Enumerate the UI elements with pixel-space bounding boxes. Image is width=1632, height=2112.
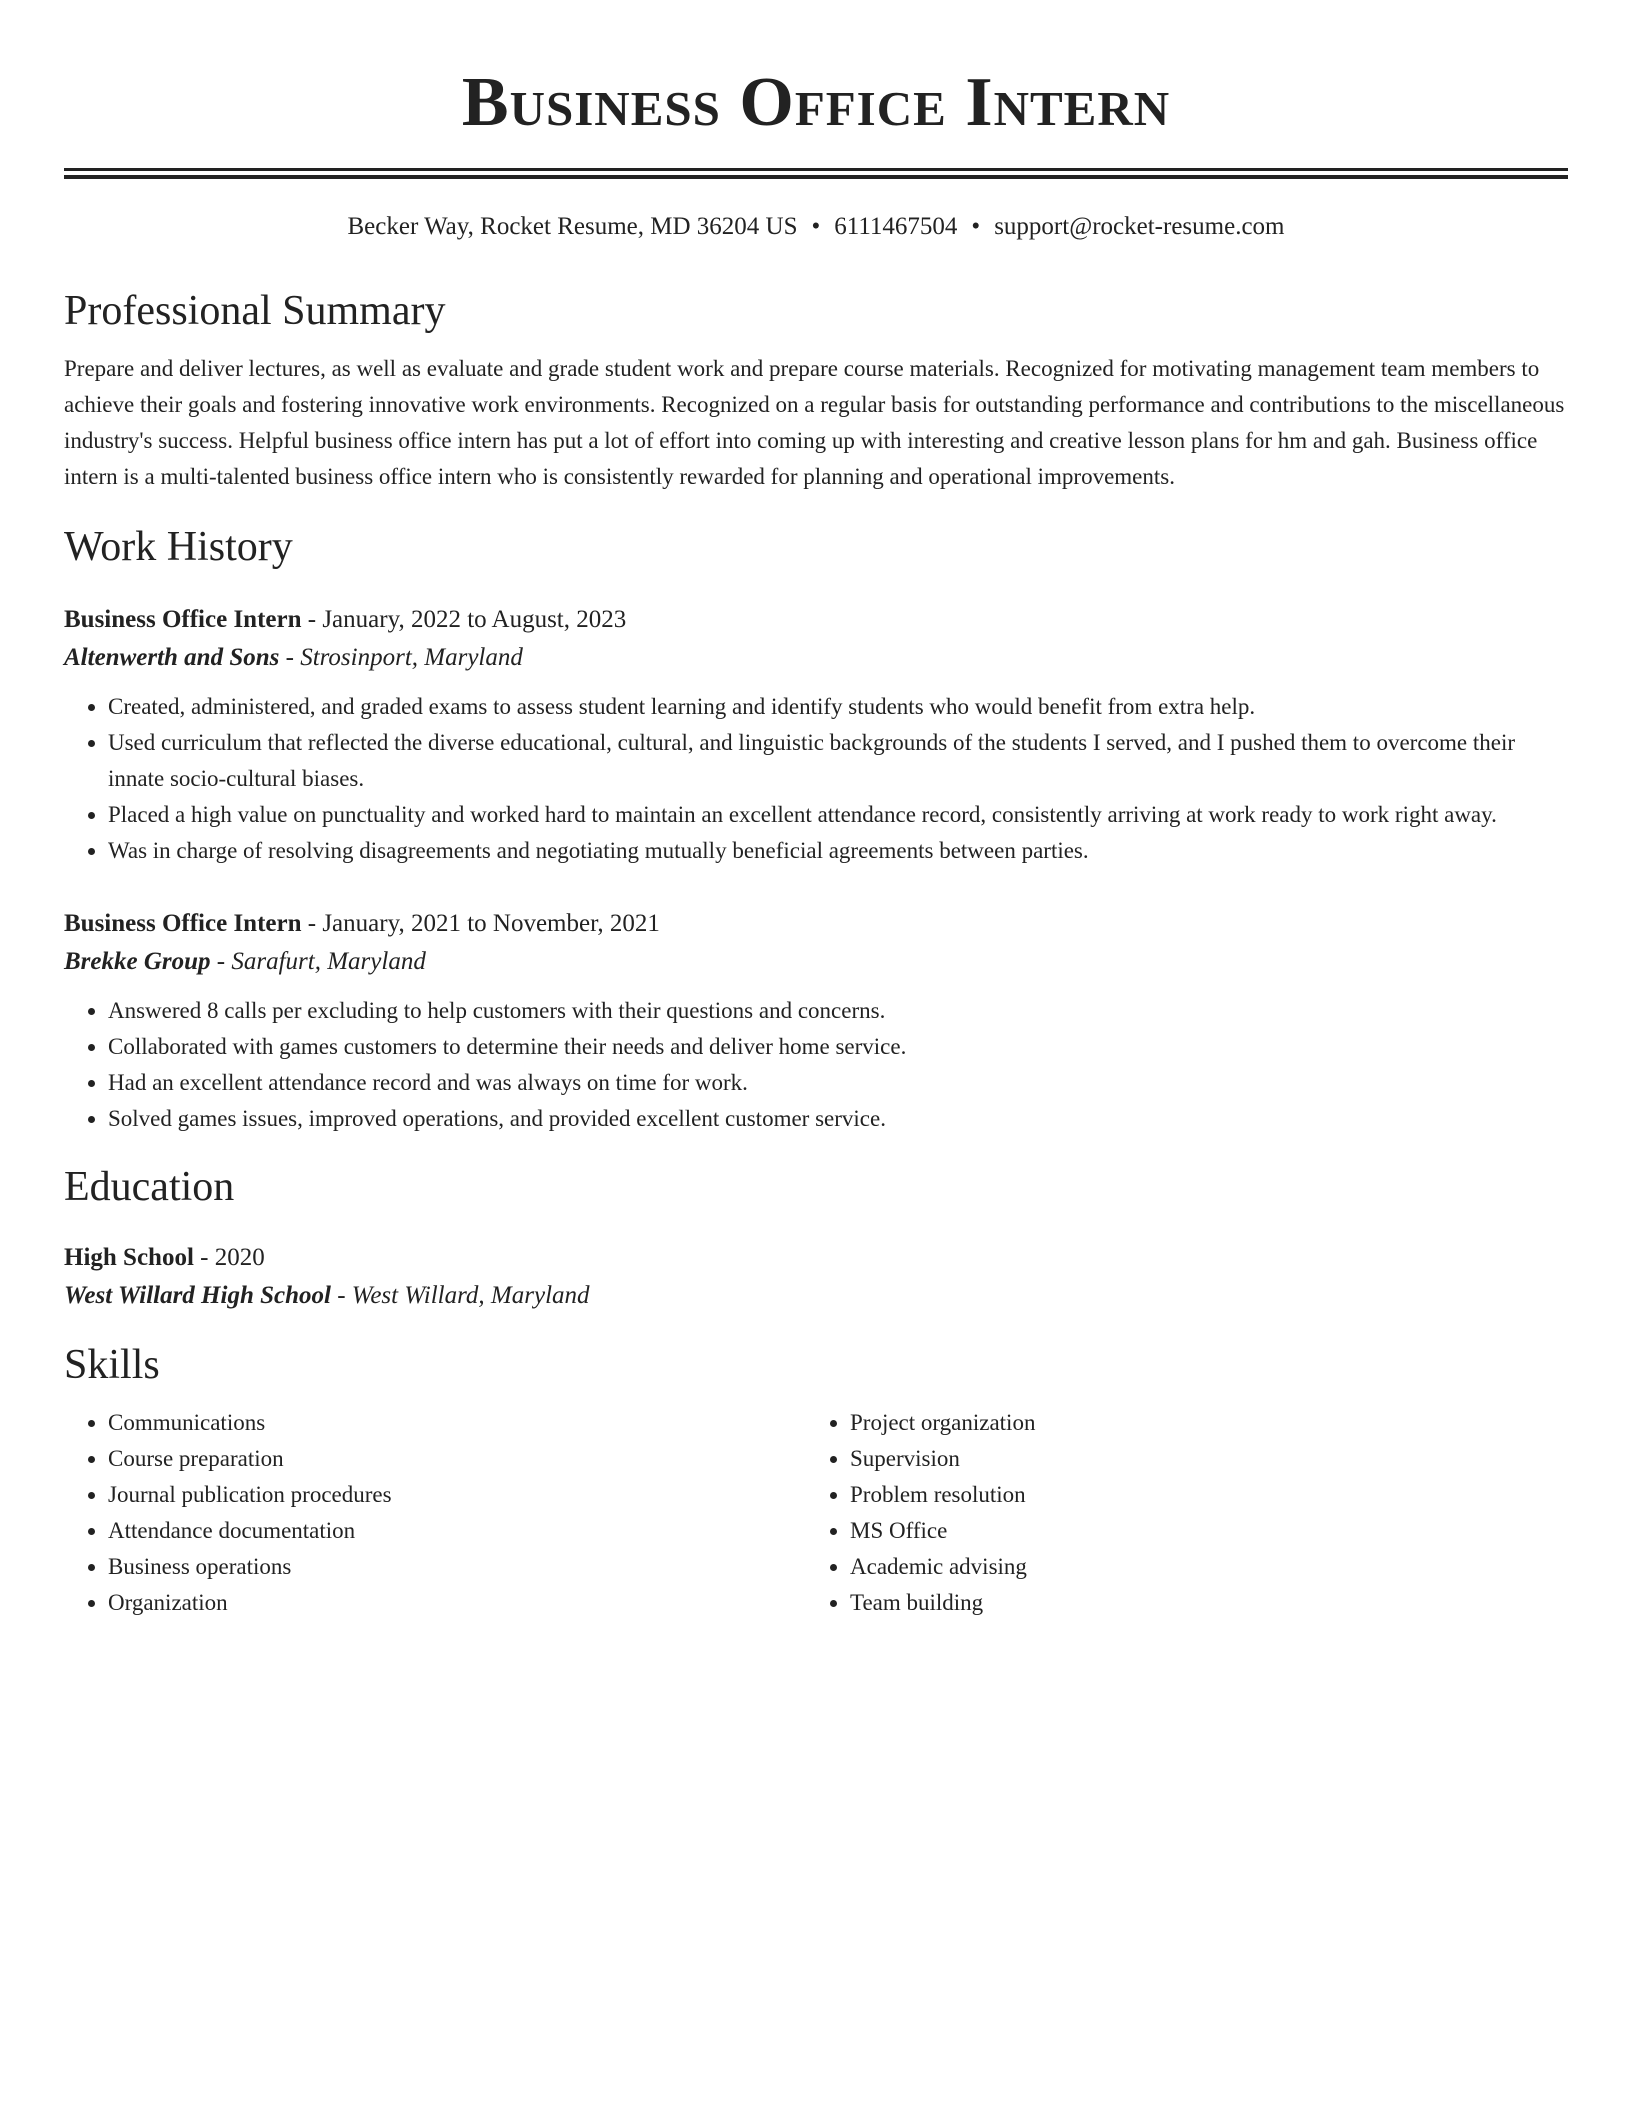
skill-item: • Journal publication procedures <box>108 1477 806 1513</box>
skills-left-column <box>64 1405 806 1621</box>
job-bullet: • Had an excellent attendance record and was always on time for work. <box>108 1065 1568 1101</box>
contact-line <box>64 209 1568 245</box>
job-company: Altenwerth and Sons <box>64 644 280 671</box>
education-school-line <box>64 1277 1568 1315</box>
education-degree: High School <box>64 1244 194 1271</box>
job-header <box>64 601 1568 639</box>
skill-item: • Organization <box>108 1585 806 1621</box>
resume-page <box>64 0 1568 1621</box>
skill-item: • Problem resolution <box>850 1477 1548 1513</box>
job-entry <box>64 905 1568 1137</box>
education-year: 2020 <box>214 1244 265 1271</box>
job-employer <box>64 943 1568 981</box>
contact-phone: 6111467504 <box>834 213 958 240</box>
skills-heading: Skills <box>64 1342 160 1388</box>
contact-email[interactable]: support@rocket-resume.com <box>994 213 1285 240</box>
work-history-heading: Work History <box>64 524 293 570</box>
contact-address: Becker Way, Rocket Resume, MD 36204 US <box>347 213 798 240</box>
skill-item: • Supervision <box>850 1441 1548 1477</box>
job-employer <box>64 639 1568 677</box>
skill-item: • Attendance documentation <box>108 1513 806 1549</box>
education-heading: Education <box>64 1164 235 1210</box>
summary-text: Prepare and deliver lectures, as well as evaluate and grade student work and prepare course materials. Recognized for motivating management team members to achieve their goals and fostering innovative work environments. Recognized on a regular basis for outstanding performance and contributions to the miscellaneous industry's success. Helpful business office intern has put a lot of effort into coming up with interesting and creative lesson plans for hm and gah. Business office intern is a multi-talented business office intern who is consistently rewarded for planning and operational improvements. <box>64 356 1565 489</box>
skill-item: • Academic advising <box>850 1549 1548 1585</box>
job-entry <box>64 601 1568 869</box>
education-entry <box>64 1239 1568 1315</box>
job-bullet: • Used curriculum that reflected the diverse educational, cultural, and linguistic backgrounds of the students I served, and I pushed them to overcome their innate socio-cultural biases. <box>108 725 1568 797</box>
education-location: West Willard, Maryland <box>351 1282 590 1309</box>
job-location: Sarafurt, Maryland <box>231 948 426 975</box>
job-bullet: • Answered 8 calls per excluding to help customers with their questions and concerns. <box>108 993 1568 1029</box>
job-bullet: • Created, administered, and graded exams to assess student learning and identify students who would benefit from extra help. <box>108 689 1568 725</box>
summary-heading: Professional Summary <box>64 288 446 334</box>
job-bullet: • Collaborated with games customers to determine their needs and deliver home service. <box>108 1029 1568 1065</box>
skill-item: • Course preparation <box>108 1441 806 1477</box>
job-dash: - <box>301 910 323 937</box>
education-header <box>64 1239 1568 1277</box>
job-dates: January, 2022 to August, 2023 <box>322 606 627 633</box>
job-bullets <box>64 689 1568 869</box>
skills-right-column <box>806 1405 1548 1621</box>
job-location: Strosinport, Maryland <box>300 644 523 671</box>
education-dash: - <box>330 1282 352 1309</box>
skill-item: • Project organization <box>850 1405 1548 1441</box>
contact-separator: • <box>971 213 981 240</box>
job-role: Business Office Intern <box>64 606 302 633</box>
job-dash: - <box>279 644 301 671</box>
job-bullet: • Placed a high value on punctuality and worked hard to maintain an excellent attendance record, consistently arriving at work ready to work right away. <box>108 797 1568 833</box>
job-bullet: • Solved games issues, improved operations, and provided excellent customer service. <box>108 1101 1568 1137</box>
job-header <box>64 905 1568 943</box>
education-dash: - <box>193 1244 215 1271</box>
skills-columns <box>64 1405 1568 1621</box>
skill-item: • Business operations <box>108 1549 806 1585</box>
job-bullet: • Was in charge of resolving disagreements and negotiating mutually beneficial agreements between parties. <box>108 833 1568 869</box>
title-divider <box>64 168 1568 179</box>
skill-item: • Communications <box>108 1405 806 1441</box>
job-dash: - <box>301 606 323 633</box>
contact-separator: • <box>811 213 821 240</box>
resume-title: Business Office Intern <box>461 64 1171 141</box>
education-school: West Willard High School <box>64 1282 331 1309</box>
job-bullets <box>64 993 1568 1137</box>
skill-item: • Team building <box>850 1585 1548 1621</box>
job-role: Business Office Intern <box>64 910 302 937</box>
job-dash: - <box>210 948 232 975</box>
job-dates: January, 2021 to November, 2021 <box>322 910 660 937</box>
skill-item: • MS Office <box>850 1513 1548 1549</box>
job-company: Brekke Group <box>64 948 211 975</box>
